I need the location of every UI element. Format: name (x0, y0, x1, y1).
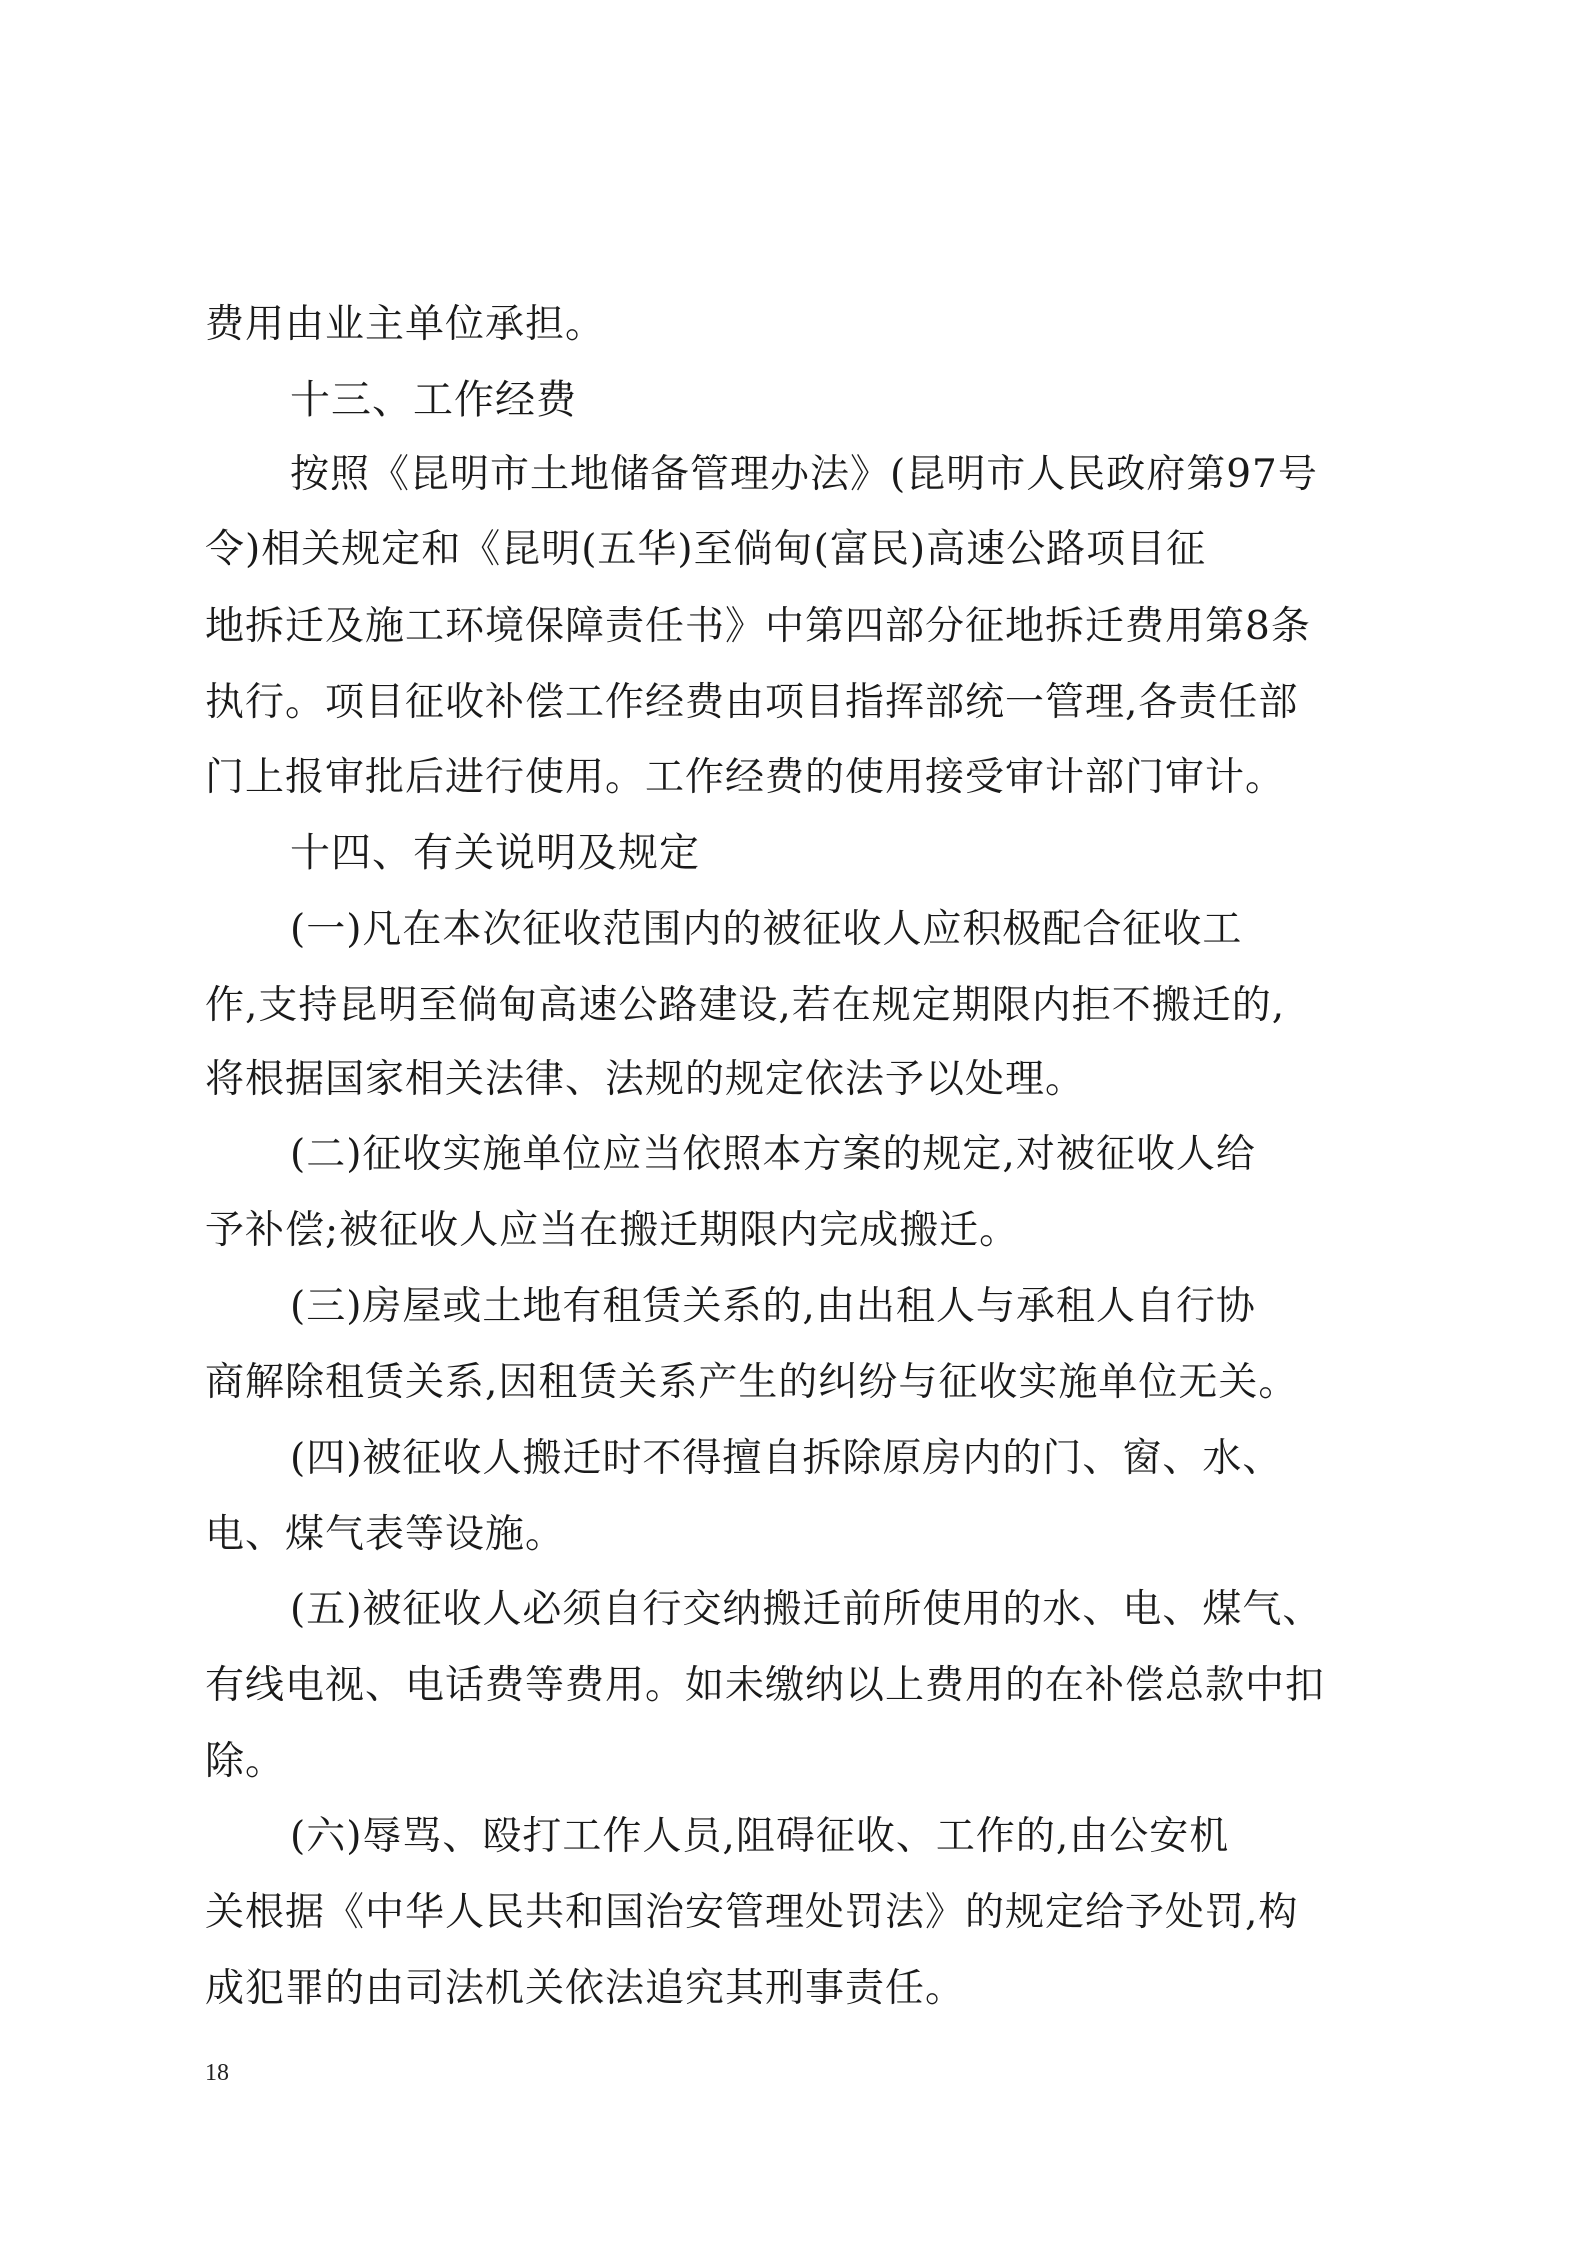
section-heading-13: 十三、工作经费 (290, 377, 577, 423)
item-5-line-3: 除。 (205, 1739, 286, 1784)
paragraph-13-line-1: 按照《昆明市土地储备管理办法》(昆明市人民政府第97号 (290, 452, 1318, 497)
item-3-line-1: (三)房屋或土地有租赁关系的,由出租人与承租人自行协 (290, 1284, 1256, 1329)
item-1-line-1: (一)凡在本次征收范围内的被征收人应积极配合征收工 (290, 907, 1243, 952)
item-4-line-1: (四)被征收人搬迁时不得擅自拆除原房内的门、窗、水、 (290, 1436, 1283, 1481)
item-3-line-2: 商解除租赁关系,因租赁关系产生的纠纷与征收实施单位无关。 (205, 1360, 1299, 1405)
section-heading-14: 十四、有关说明及规定 (290, 830, 700, 876)
text-line-continuation: 费用由业主单位承担。 (205, 302, 606, 347)
item-4-line-2: 电、煤气表等设施。 (205, 1512, 566, 1557)
item-6-line-1: (六)辱骂、殴打工作人员,阻碍征收、工作的,由公安机 (290, 1814, 1230, 1859)
page-number: 18 (205, 2060, 229, 2086)
item-1-line-2: 作,支持昆明至倘甸高速公路建设,若在规定期限内拒不搬迁的, (205, 983, 1286, 1028)
item-5-line-1: (五)被征收人必须自行交纳搬迁前所使用的水、电、煤气、 (290, 1587, 1323, 1632)
item-2-line-1: (二)征收实施单位应当依照本方案的规定,对被征收人给 (290, 1132, 1256, 1177)
item-6-line-2: 关根据《中华人民共和国治安管理处罚法》的规定给予处罚,构 (205, 1890, 1299, 1935)
paragraph-13-line-2: 令)相关规定和《昆明(五华)至倘甸(富民)高速公路项目征 (205, 527, 1207, 572)
paragraph-13-line-3: 地拆迁及施工环境保障责任书》中第四部分征地拆迁费用第8条 (205, 604, 1311, 649)
item-6-line-3: 成犯罪的由司法机关依法追究其刑事责任。 (205, 1966, 966, 2011)
paragraph-13-line-5: 门上报审批后进行使用。工作经费的使用接受审计部门审计。 (205, 755, 1286, 800)
item-1-line-3: 将根据国家相关法律、法规的规定依法予以处理。 (205, 1057, 1086, 1102)
item-2-line-2: 予补偿;被征收人应当在搬迁期限内完成搬迁。 (205, 1208, 1020, 1253)
item-5-line-2: 有线电视、电话费等费用。如未缴纳以上费用的在补偿总款中扣 (205, 1663, 1326, 1708)
paragraph-13-line-4: 执行。项目征收补偿工作经费由项目指挥部统一管理,各责任部 (205, 680, 1299, 725)
